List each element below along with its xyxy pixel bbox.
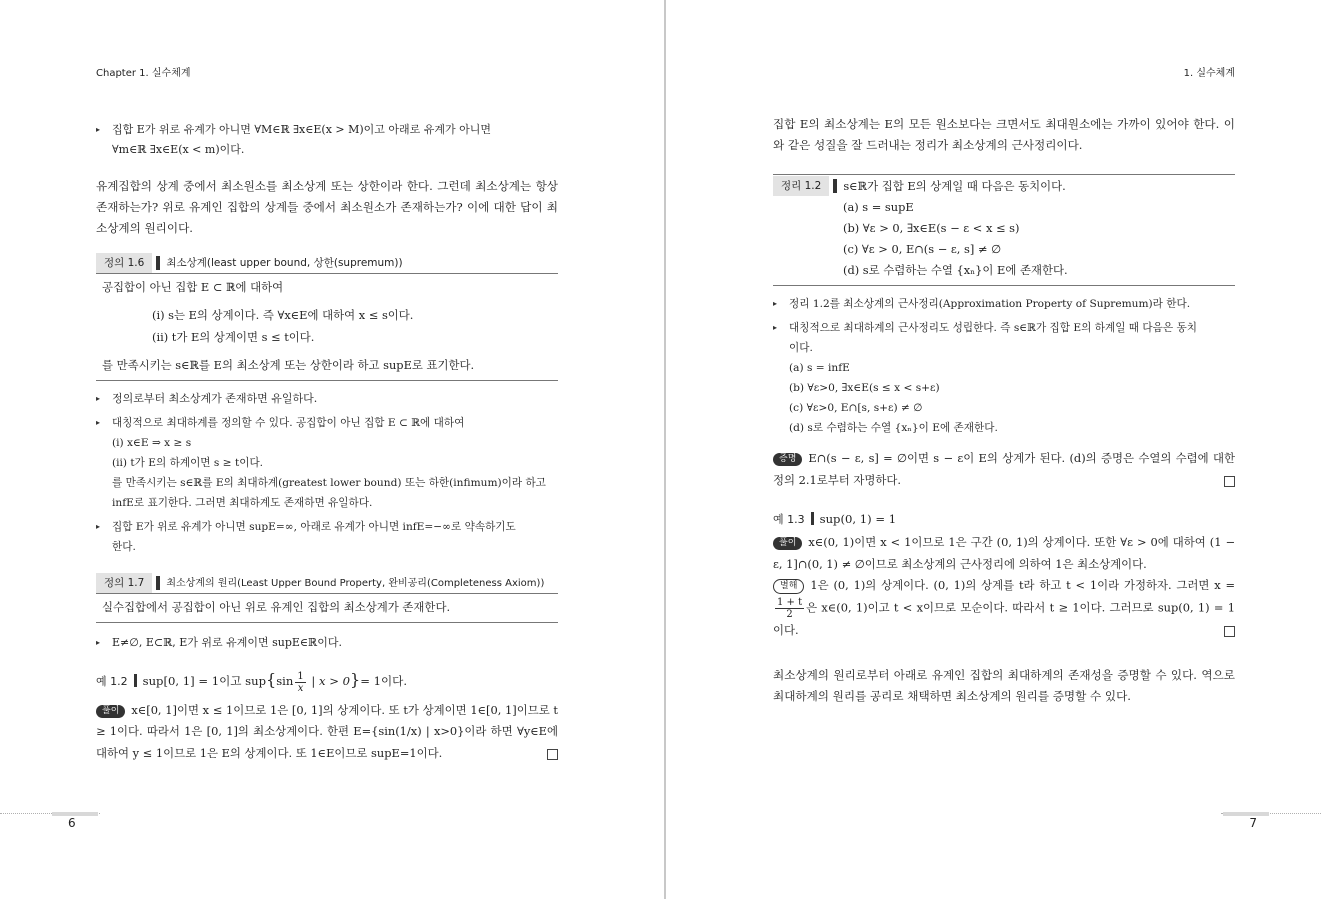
example-1-2-heading: 예 1.2 sup[0, 1] = 1이고 sup{sin $\frac{1}{x}$ | x > 0}= 1이다. bbox=[96, 670, 408, 694]
bullet-note: ▸ 집합 E가 위로 유계가 아니면 supE=∞, 아래로 유계가 아니면 infE=−∞로 약속하기도 한다. bbox=[96, 517, 558, 557]
example-solution: 풀이 x∈[0, 1]이면 x ≤ 1이므로 1은 [0, 1]의 상계이다. 또 t가 상계이면 1∈[0, 1]이므로 t ≥ 1이다. 따라서 1은 [0, 1]의 최소상계이다. 한편 E={sin(1/x) | x>0}이라 하면 ∀y∈E에 대하여 y ≤ 1이므로 1은 E의 상계이다. 또 1∈E이므로 supE=1이다. bbox=[96, 702, 558, 760]
definition-intro: 공집합이 아닌 집합 E ⊂ ℝ에 대하여 bbox=[102, 280, 284, 294]
definition-body: 실수집합에서 공집합이 아닌 위로 유계인 집합의 최소상계가 존재한다. bbox=[102, 600, 451, 614]
footer-tab bbox=[1223, 812, 1269, 816]
theorem-1-2 bbox=[773, 174, 1235, 286]
theorem-label: 정리 1.2 bbox=[773, 176, 829, 196]
bullet-note: ▸ 대칭적으로 최대하계의 근사정리도 성립한다. 즉 s∈ℝ가 집합 E의 하계일 때 다음은 동치 이다. bbox=[773, 318, 1235, 358]
definition-item: (i) s는 E의 상계이다. 즉 ∀x∈E에 대하여 x ≤ s이다. bbox=[152, 308, 414, 322]
right-page-content bbox=[773, 114, 1235, 721]
theorem-head: s∈ℝ가 집합 E의 상계일 때 다음은 동치이다. bbox=[843, 178, 1066, 193]
page-number: 6 bbox=[68, 816, 76, 830]
theorem-item: (c) ∀ε > 0, E∩(s − ε, s] ≠ ∅ bbox=[843, 242, 1002, 256]
definition-title: 최소상계(least upper bound, 상한(supremum)) bbox=[166, 256, 403, 269]
example-label: 예 1.3 bbox=[773, 513, 805, 526]
page-number: 7 bbox=[1249, 816, 1257, 830]
proof: 증명 E∩(s − ε, s] = ∅이면 s − ε이 E의 상계가 된다. (d)의 증명은 수열의 수렴에 대한 정의 2.1로부터 자명하다. bbox=[773, 451, 1235, 487]
solution-badge: 풀이 bbox=[96, 705, 125, 718]
fraction: $\frac{1}{x}$ bbox=[297, 670, 304, 694]
qed-box-icon bbox=[1224, 476, 1235, 487]
qed-box-icon bbox=[1224, 626, 1235, 637]
bullet-note: ▸ E≠∅, E⊂ℝ, E가 위로 유계이면 supE∈ℝ이다. bbox=[96, 633, 558, 653]
proof-badge: 증명 bbox=[773, 453, 802, 466]
definition-1-6 bbox=[96, 253, 558, 381]
theorem-item: (a) s = supE bbox=[843, 200, 914, 214]
example-1-3-heading: 예 1.3 sup(0, 1) = 1 bbox=[773, 512, 897, 526]
left-page-content bbox=[96, 120, 558, 764]
alternative-solution: 별해 1은 (0, 1)의 상계이다. (0, 1)의 상계를 t라 하고 t < 1이라 가정하자. 그러면 x = $\frac{1 + t}{2}$ 은 x∈(0, 1)이고 t < x이므로 모순이다. 따라서 t ≥ 1이다. 그러므로 sup(0, 1) = 1이다. bbox=[773, 578, 1235, 637]
solution-badge: 풀이 bbox=[773, 537, 802, 550]
fraction: $\frac{1 + t}{2}$ bbox=[777, 596, 803, 620]
example-label: 예 1.2 bbox=[96, 675, 128, 688]
paragraph: 집합 E의 최소상계는 E의 모든 원소보다는 크면서도 최대원소에는 가까이 있어야 한다. 이와 같은 성질을 잘 드러내는 정리가 최소상계의 근사정리이다. bbox=[773, 117, 1235, 152]
definition-1-7 bbox=[96, 573, 558, 623]
right-page bbox=[666, 0, 1321, 899]
label-bar bbox=[156, 256, 160, 270]
bullet-note: ▸ 정리 1.2를 최소상계의 근사정리(Approximation Property of Supremum)라 한다. bbox=[773, 294, 1235, 314]
paragraph: 최소상계의 원리로부터 아래로 유계인 집합의 최대하계의 존재성을 증명할 수 있다. 역으로 최대하계의 원리를 공리로 채택하면 최소상계의 원리를 증명할 수 있다. bbox=[773, 668, 1235, 703]
alternative-badge: 별해 bbox=[773, 579, 804, 594]
bullet-note: ▸ 집합 E가 위로 유계가 아니면 ∀M∈ℝ ∃x∈E(x > M)이고 아래로 유계가 아니면 ∀m∈ℝ ∃x∈E(x < m)이다. bbox=[96, 120, 558, 160]
paragraph: 유계집합의 상계 중에서 최소원소를 최소상계 또는 상한이라 한다. 그런데 최소상계는 항상 존재하는가? 위로 유계인 집합의 상계들 중에서 최소원소가 존재하는가? 이에 대한 답이 최소상계의 원리이다. bbox=[96, 179, 558, 235]
label-bar bbox=[156, 576, 160, 590]
qed-box-icon bbox=[547, 749, 558, 760]
theorem-item: (b) ∀ε > 0, ∃x∈E(s − ε < x ≤ s) bbox=[843, 221, 1020, 235]
label-bar bbox=[833, 179, 837, 193]
bullet-note: ▸ 정의로부터 최소상계가 존재하면 유일하다. bbox=[96, 389, 558, 409]
example-solution: 풀이 x∈(0, 1)이면 x < 1이므로 1은 구간 (0, 1)의 상계이다. 또한 ∀ε > 0에 대하여 (1 − ε, 1]∩(0, 1) ≠ ∅이므로 최소상계의 근사정리에 의하여 1은 최소상계이다. bbox=[773, 535, 1235, 571]
theorem-item: (d) s로 수렴하는 수열 {xₙ}이 E에 존재한다. bbox=[843, 263, 1068, 277]
definition-item: (ii) t가 E의 상계이면 s ≤ t이다. bbox=[152, 330, 315, 344]
approximation-list: (a) s = infE (b) ∀ε>0, ∃x∈E(s ≤ x < s+ε) (c) ∀ε>0, E∩[s, s+ε) ≠ ∅ (d) s로 수렴하는 수열 {xₙ}이 E에 존재한다. bbox=[789, 362, 998, 434]
definition-label: 정의 1.7 bbox=[96, 573, 152, 593]
definition-title: 최소상계의 원리(Least Upper Bound Property, 완비공리(Completeness Axiom)) bbox=[166, 577, 545, 589]
running-head: Chapter 1. 실수체계 bbox=[96, 68, 191, 79]
definition-label: 정의 1.6 bbox=[96, 253, 152, 273]
bullet-note: ▸ 대칭적으로 최대하계를 정의할 수 있다. 공집합이 아닌 집합 E ⊂ ℝ에 대하여 (i) x∈E ⇒ x ≥ s (ii) t가 E의 하계이면 s ≥ t이다. 를 만족시키는 s∈ℝ를 E의 최대하계(greatest lower bound) 또는 하한(infimum)이라 하고 infE로 표기한다. 그러면 최대하계도 존재하면 유일하다. bbox=[96, 413, 558, 513]
definition-outro: 를 만족시키는 s∈ℝ를 E의 최소상계 또는 상한이라 하고 supE로 표기한다. bbox=[102, 358, 475, 372]
running-head: 1. 실수체계 bbox=[1183, 68, 1235, 79]
